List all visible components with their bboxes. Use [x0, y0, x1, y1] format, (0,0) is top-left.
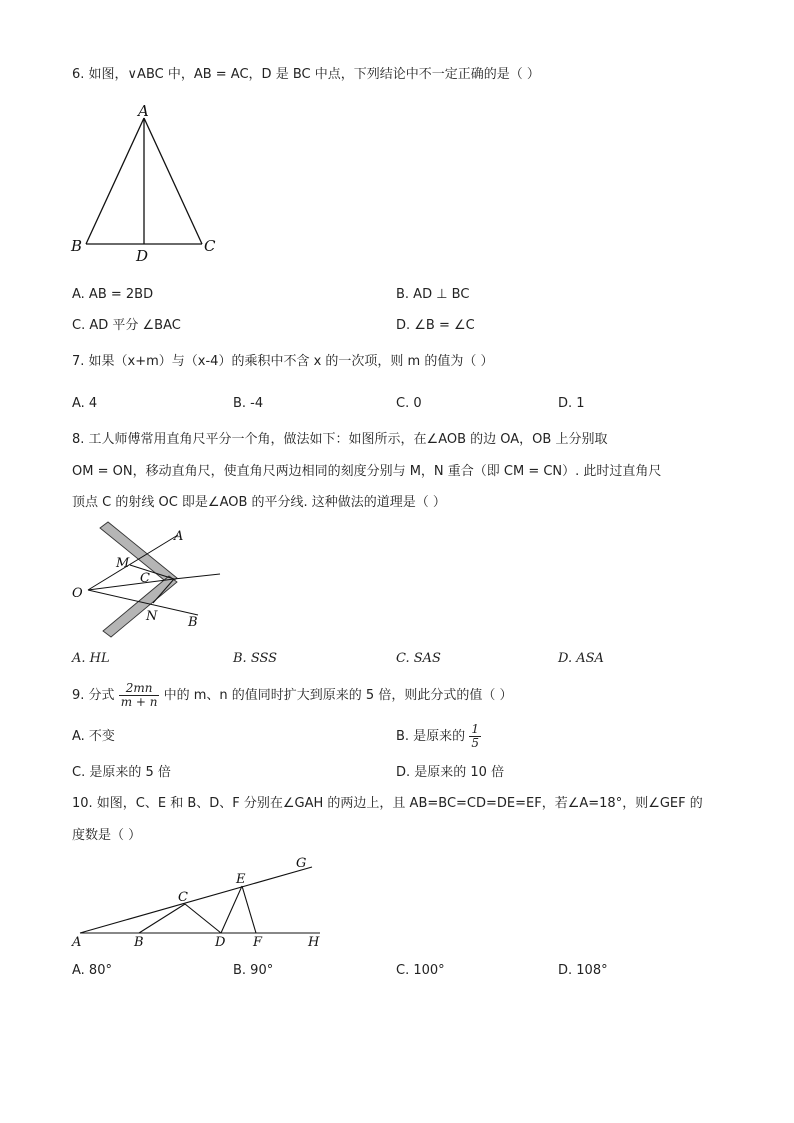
- q10-angle-figure: [66, 852, 336, 952]
- q10-line2: 度数是（ ）: [72, 828, 142, 843]
- point-label-c: C: [178, 890, 188, 905]
- point-label-e: E: [236, 872, 246, 887]
- q7-option-a[interactable]: A. 4: [72, 396, 98, 411]
- q10-option-a[interactable]: A. 80°: [72, 963, 112, 978]
- q6-triangle-figure: [66, 100, 226, 265]
- q8-option-b[interactable]: B. SSS: [233, 651, 278, 666]
- q10-line1: 10. 如图，C、E 和 B、D、F 分别在∠GAH 的两边上，且 AB=BC=CD=DE=EF，若∠A=18°，则∠GEF 的: [72, 796, 703, 811]
- q7-option-c[interactable]: C. 0: [396, 396, 422, 411]
- vertex-label-b: B: [71, 237, 83, 255]
- q6-option-a[interactable]: A. AB = 2BD: [72, 287, 154, 302]
- q6-option-d[interactable]: D. ∠B = ∠C: [396, 318, 475, 333]
- q8-option-d[interactable]: D. ASA: [558, 651, 604, 666]
- q7-option-b[interactable]: B. -4: [233, 396, 264, 411]
- q9-fraction-denominator: m + n: [120, 695, 158, 709]
- ray-label-h: H: [308, 935, 320, 950]
- ray-label-g: G: [296, 856, 307, 871]
- q9-option-b-label: B. 是原来的: [396, 729, 466, 744]
- ray-label-a: A: [174, 529, 184, 544]
- point-label-d: D: [215, 935, 226, 950]
- q8-angle-ruler-figure: [66, 520, 236, 645]
- q9-fraction-numerator: 2mn: [119, 682, 160, 696]
- point-label-m: M: [116, 556, 130, 571]
- q9-stem: [72, 676, 512, 716]
- q9-option-b-numerator: 1: [471, 722, 479, 736]
- ray-label-b: B: [188, 615, 198, 630]
- q9-option-d[interactable]: D. 是原来的 10 倍: [396, 765, 505, 780]
- q8-line3: 顶点 C 的射线 OC 即是∠AOB 的平分线. 这种做法的道理是（ ）: [72, 495, 446, 510]
- q10-option-c[interactable]: C. 100°: [396, 963, 445, 978]
- point-label-n: N: [146, 609, 158, 624]
- q7-option-d[interactable]: D. 1: [558, 396, 585, 411]
- vertex-label-a: A: [138, 102, 149, 120]
- q9-prefix: 9. 分式: [72, 688, 115, 703]
- q9-option-c[interactable]: C. 是原来的 5 倍: [72, 765, 171, 780]
- q9-option-a[interactable]: A. 不变: [72, 729, 115, 744]
- point-label-c: C: [140, 571, 150, 586]
- q6-option-b[interactable]: B. AD ⊥ BC: [396, 287, 470, 302]
- point-label-o: O: [72, 586, 83, 601]
- q9-option-b-fraction: [469, 723, 481, 750]
- q9-suffix: 中的 m、n 的值同时扩大到原来的 5 倍，则此分式的值（ ）: [163, 688, 513, 703]
- q10-option-b[interactable]: B. 90°: [233, 963, 274, 978]
- point-label-d: D: [136, 247, 149, 265]
- q6-stem: 6. 如图，∨ABC 中，AB = AC，D 是 BC 中点，下列结论中不一定正确的是（ ）: [72, 67, 540, 82]
- q9-option-b[interactable]: [396, 718, 481, 756]
- point-label-f: F: [253, 935, 263, 950]
- q7-stem: 7. 如果（x+m）与（x-4）的乘积中不含 x 的一次项，则 m 的值为（ ）: [72, 354, 494, 369]
- q8-line2: OM = ON，移动直角尺，使直角尺两边相同的刻度分别与 M，N 重合（即 CM = CN）. 此时过直角尺: [72, 464, 662, 479]
- q6-option-c[interactable]: C. AD 平分 ∠BAC: [72, 318, 181, 333]
- q9-option-b-denominator: 5: [471, 736, 479, 750]
- q8-line1: 8. 工人师傅常用直角尺平分一个角，做法如下：如图所示，在∠AOB 的边 OA，OB 上分别取: [72, 432, 608, 447]
- q8-option-a[interactable]: A. HL: [72, 651, 110, 666]
- q9-fraction: [119, 682, 160, 709]
- vertex-label-a: A: [72, 935, 82, 950]
- vertex-label-c: C: [204, 237, 216, 255]
- point-label-b: B: [134, 935, 144, 950]
- q10-option-d[interactable]: D. 108°: [558, 963, 608, 978]
- q8-option-c[interactable]: C. SAS: [396, 651, 441, 666]
